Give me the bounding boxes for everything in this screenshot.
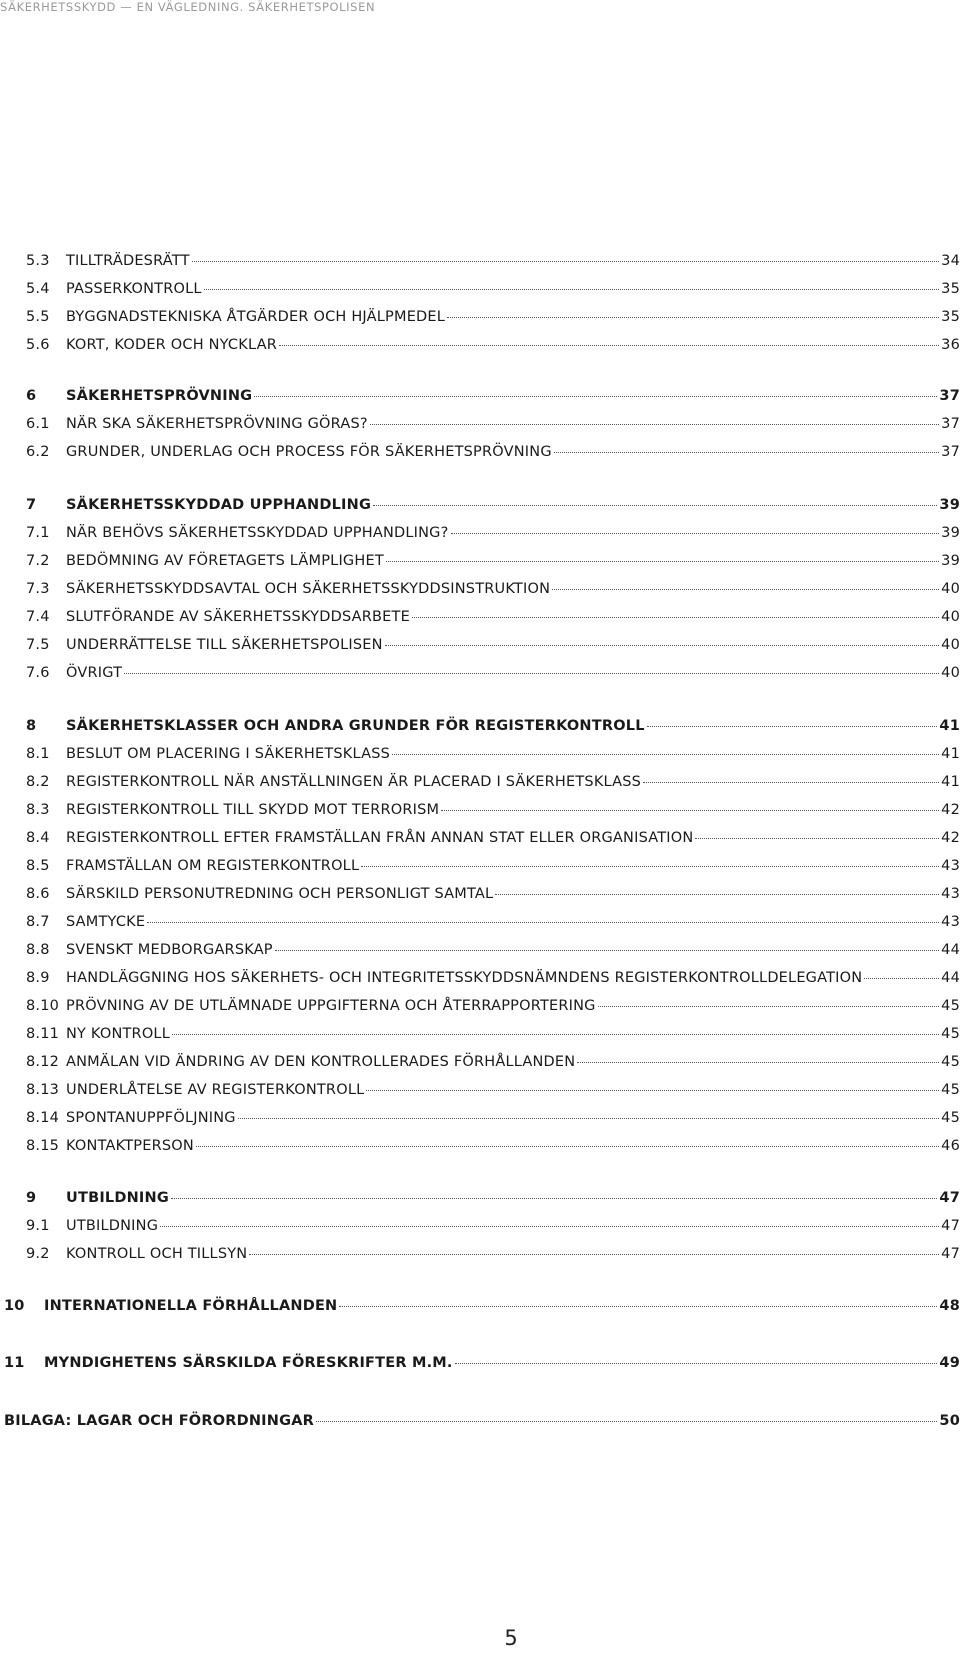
toc-page-number: 47 (941, 1246, 960, 1262)
dot-leader (204, 289, 939, 290)
toc-title: KONTAKTPERSON (66, 1138, 194, 1154)
dot-leader (373, 505, 937, 506)
toc-number: 7.4 (26, 609, 50, 625)
toc-number: 8.1 (26, 746, 50, 762)
dot-leader (447, 317, 939, 318)
toc-number: 5.6 (26, 337, 50, 353)
dot-leader (196, 1146, 939, 1147)
dot-leader (495, 894, 939, 895)
toc-title: ÖVRIGT (66, 665, 123, 681)
toc-number: 7.2 (26, 553, 50, 569)
toc-title: KONTROLL OCH TILLSYN (66, 1246, 248, 1262)
toc-title: SÄKERHETSSKYDDSAVTAL OCH SÄKERHETSSKYDDSINSTRUKTION (66, 581, 551, 597)
toc-entry[interactable] (26, 553, 960, 575)
toc-entry[interactable] (26, 444, 960, 466)
dot-leader (275, 950, 939, 951)
toc-title: REGISTERKONTROLL NÄR ANSTÄLLNINGEN ÄR PLACERAD I SÄKERHETSKLASS (66, 774, 642, 790)
toc-page-number: 35 (941, 309, 960, 325)
dot-leader (695, 838, 939, 839)
toc-number: 6 (26, 388, 37, 404)
toc-number: 7 (26, 497, 37, 513)
toc-chapter[interactable] (4, 1413, 960, 1435)
toc-title: SÄRSKILD PERSONUTREDNING OCH PERSONLIGT SAMTAL (66, 886, 494, 902)
toc-entry[interactable] (26, 970, 960, 992)
toc-entry[interactable] (26, 1110, 960, 1132)
dot-leader (124, 673, 939, 674)
toc-entry[interactable] (26, 1138, 960, 1160)
dot-leader (279, 345, 939, 346)
toc-entry[interactable] (26, 609, 960, 631)
toc-page-number: 43 (941, 858, 960, 874)
toc-page-number: 41 (939, 718, 960, 734)
toc-entry[interactable] (26, 774, 960, 796)
toc-number: 8.2 (26, 774, 50, 790)
toc-title: HANDLÄGGNING HOS SÄKERHETS- OCH INTEGRITETSSKYDDSNÄMNDENS REGISTERKONTROLLDELEGATION (66, 970, 863, 986)
toc-number: 7.1 (26, 525, 50, 541)
toc-number: 7.5 (26, 637, 50, 653)
toc-page-number: 50 (939, 1413, 960, 1429)
toc-entry[interactable] (26, 309, 960, 331)
toc-page-number: 46 (941, 1138, 960, 1154)
dot-leader (412, 617, 939, 618)
toc-page-number: 42 (941, 802, 960, 818)
toc-page-number: 48 (939, 1298, 960, 1314)
dot-leader (455, 1363, 938, 1364)
toc-title: GRUNDER, UNDERLAG OCH PROCESS FÖR SÄKERHETSPRÖVNING (66, 444, 552, 460)
toc-page-number: 37 (939, 388, 960, 404)
dot-leader (147, 922, 939, 923)
toc-entry[interactable] (26, 525, 960, 547)
toc-number: 8.5 (26, 858, 50, 874)
toc-page-number: 45 (941, 1026, 960, 1042)
toc-title: UTBILDNING (66, 1218, 159, 1234)
toc-number: 8.13 (26, 1082, 60, 1098)
toc-entry[interactable] (26, 802, 960, 824)
toc-number: 10 (4, 1298, 25, 1314)
toc-page-number: 49 (939, 1355, 960, 1371)
toc-page-number: 39 (941, 525, 960, 541)
toc-entry[interactable] (26, 858, 960, 880)
toc-entry[interactable] (26, 1246, 960, 1268)
toc-title: BILAGA: LAGAR OCH FÖRORDNINGAR (4, 1413, 314, 1429)
dot-leader (577, 1062, 939, 1063)
toc-page-number: 41 (941, 746, 960, 762)
toc-number: 8.4 (26, 830, 50, 846)
toc-number: 8.7 (26, 914, 50, 930)
toc-page-number: 39 (941, 553, 960, 569)
dot-leader (552, 589, 939, 590)
toc-page-number: 40 (941, 637, 960, 653)
toc-title: BYGGNADSTEKNISKA ÅTGÄRDER OCH HJÄLPMEDEL (66, 309, 446, 325)
toc-number: 8.3 (26, 802, 50, 818)
dot-leader (171, 1198, 937, 1199)
dot-leader (172, 1034, 939, 1035)
toc-title: NY KONTROLL (66, 1026, 170, 1042)
toc-page-number: 40 (941, 609, 960, 625)
toc-title: MYNDIGHETENS SÄRSKILDA FÖRESKRIFTER M.M. (44, 1355, 453, 1371)
toc-title: BESLUT OM PLACERING I SÄKERHETSKLASS (66, 746, 391, 762)
dot-leader (598, 1006, 940, 1007)
dot-leader (386, 561, 939, 562)
dot-leader (392, 754, 939, 755)
toc-title: TILLTRÄDESRÄTT (66, 253, 190, 269)
toc-entry[interactable] (26, 746, 960, 768)
toc-entry[interactable] (26, 886, 960, 908)
toc-title: SLUTFÖRANDE AV SÄKERHETSSKYDDSARBETE (66, 609, 410, 625)
dot-leader (370, 424, 939, 425)
toc-entry[interactable] (26, 1082, 960, 1104)
toc-entry[interactable] (26, 942, 960, 964)
toc-number: 6.1 (26, 416, 50, 432)
toc-page-number: 34 (941, 253, 960, 269)
toc-page-number: 47 (941, 1218, 960, 1234)
toc-title: SAMTYCKE (66, 914, 146, 930)
toc-entry[interactable] (26, 830, 960, 852)
toc-number: 9.1 (26, 1218, 50, 1234)
dot-leader (643, 782, 939, 783)
toc-page-number: 36 (941, 337, 960, 353)
running-header: SÄKERHETSSKYDD — EN VÄGLEDNING. SÄKERHETSPOLISEN (0, 0, 376, 14)
toc-title: UNDERRÄTTELSE TILL SÄKERHETSPOLISEN (66, 637, 383, 653)
dot-leader (249, 1254, 939, 1255)
dot-leader (451, 533, 940, 534)
dot-leader (160, 1226, 939, 1227)
page-number: 5 (504, 1626, 518, 1650)
toc-number: 8.8 (26, 942, 50, 958)
toc-entry[interactable] (26, 337, 960, 359)
toc-page-number: 43 (941, 886, 960, 902)
dot-leader (361, 866, 939, 867)
toc-chapter[interactable] (4, 1298, 960, 1320)
toc-chapter[interactable] (26, 388, 960, 410)
toc-title: SÄKERHETSKLASSER OCH ANDRA GRUNDER FÖR REGISTERKONTROLL (66, 718, 645, 734)
toc-title: KORT, KODER OCH NYCKLAR (66, 337, 277, 353)
toc-title: UNDERLÅTELSE AV REGISTERKONTROLL (66, 1082, 365, 1098)
toc-page-number: 37 (941, 416, 960, 432)
dot-leader (316, 1421, 937, 1422)
toc-entry[interactable] (26, 1026, 960, 1048)
toc-title: PASSERKONTROLL (66, 281, 202, 297)
toc-entry[interactable] (26, 416, 960, 438)
toc-title: REGISTERKONTROLL TILL SKYDD MOT TERRORISM (66, 802, 440, 818)
dot-leader (385, 645, 939, 646)
toc-entry[interactable] (26, 998, 960, 1020)
toc-page-number: 40 (941, 665, 960, 681)
toc-title: SÄKERHETSSKYDDAD UPPHANDLING (66, 497, 372, 513)
toc-page-number: 45 (941, 998, 960, 1014)
toc-page-number: 35 (941, 281, 960, 297)
toc-number: 9.2 (26, 1246, 50, 1262)
toc-title: SVENSKT MEDBORGARSKAP (66, 942, 273, 958)
toc-number: 11 (4, 1355, 25, 1371)
toc-entry[interactable] (26, 637, 960, 659)
toc-title: NÄR SKA SÄKERHETSPRÖVNING GÖRAS? (66, 416, 368, 432)
toc-page-number: 37 (941, 444, 960, 460)
toc-entry[interactable] (26, 1218, 960, 1240)
toc-title: SÄKERHETSPRÖVNING (66, 388, 253, 404)
toc-page-number: 44 (941, 942, 960, 958)
toc-chapter[interactable] (26, 1190, 960, 1212)
dot-leader (339, 1306, 937, 1307)
toc-page-number: 45 (941, 1110, 960, 1126)
toc-chapter[interactable] (4, 1355, 960, 1377)
toc-number: 7.3 (26, 581, 50, 597)
toc-title: SPONTANUPPFÖLJNING (66, 1110, 236, 1126)
toc-title: FRAMSTÄLLAN OM REGISTERKONTROLL (66, 858, 360, 874)
toc-page-number: 47 (939, 1190, 960, 1206)
dot-leader (192, 261, 940, 262)
toc-page-number: 39 (939, 497, 960, 513)
toc-chapter[interactable] (26, 718, 960, 740)
toc-title: REGISTERKONTROLL EFTER FRAMSTÄLLAN FRÅN ANNAN STAT ELLER ORGANISATION (66, 830, 694, 846)
toc-number: 6.2 (26, 444, 50, 460)
toc-page-number: 42 (941, 830, 960, 846)
toc-page-number: 41 (941, 774, 960, 790)
toc-entry[interactable] (26, 914, 960, 936)
toc-number: 7.6 (26, 665, 50, 681)
dot-leader (254, 396, 937, 397)
dot-leader (554, 452, 939, 453)
toc-number: 5.5 (26, 309, 50, 325)
toc-entry[interactable] (26, 253, 960, 275)
toc-title: NÄR BEHÖVS SÄKERHETSSKYDDAD UPPHANDLING? (66, 525, 449, 541)
toc-entry[interactable] (26, 665, 960, 687)
toc-number: 8.12 (26, 1054, 60, 1070)
toc-number: 8.11 (26, 1026, 60, 1042)
dot-leader (238, 1118, 939, 1119)
toc-title: UTBILDNING (66, 1190, 169, 1206)
toc-page-number: 44 (941, 970, 960, 986)
toc-number: 5.4 (26, 281, 50, 297)
dot-leader (647, 726, 938, 727)
dot-leader (864, 978, 939, 979)
toc-number: 8.15 (26, 1138, 60, 1154)
toc-number: 8.9 (26, 970, 50, 986)
toc-number: 8 (26, 718, 37, 734)
toc-page-number: 40 (941, 581, 960, 597)
dot-leader (366, 1090, 939, 1091)
toc-number: 8.14 (26, 1110, 60, 1126)
toc-number: 5.3 (26, 253, 50, 269)
toc-number: 8.10 (26, 998, 60, 1014)
toc-page-number: 43 (941, 914, 960, 930)
toc-entry[interactable] (26, 581, 960, 603)
toc-entry[interactable] (26, 1054, 960, 1076)
toc-entry[interactable] (26, 281, 960, 303)
toc-title: ANMÄLAN VID ÄNDRING AV DEN KONTROLLERADES FÖRHÅLLANDEN (66, 1054, 576, 1070)
toc-title: PRÖVNING AV DE UTLÄMNADE UPPGIFTERNA OCH ÅTERRAPPORTERING (66, 998, 596, 1014)
dot-leader (441, 810, 939, 811)
toc-page-number: 45 (941, 1082, 960, 1098)
toc-page-number: 45 (941, 1054, 960, 1070)
toc-chapter[interactable] (26, 497, 960, 519)
toc-number: 8.6 (26, 886, 50, 902)
toc-number: 9 (26, 1190, 37, 1206)
toc-title: BEDÖMNING AV FÖRETAGETS LÄMPLIGHET (66, 553, 384, 569)
toc-title: INTERNATIONELLA FÖRHÅLLANDEN (44, 1298, 338, 1314)
